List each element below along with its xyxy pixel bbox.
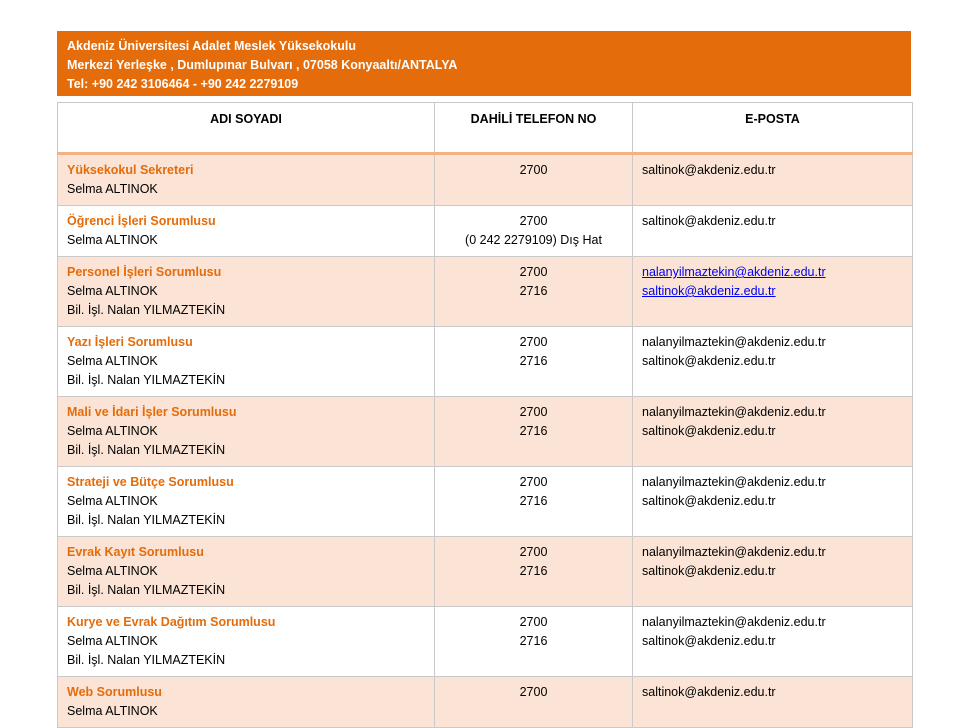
person-name: Selma ALTINOK	[67, 494, 158, 508]
role-title: Evrak Kayıt Sorumlusu	[67, 545, 204, 559]
table-row	[58, 537, 913, 607]
role-title: Kurye ve Evrak Dağıtım Sorumlusu	[67, 615, 276, 629]
phone-extension: 2700	[519, 214, 548, 228]
phone-cell	[435, 206, 633, 257]
person-name: Bil. İşl. Nalan YILMAZTEKİN	[67, 373, 226, 387]
role-cell	[58, 607, 435, 677]
email-cell	[633, 397, 913, 467]
email-address: saltinok@akdeniz.edu.tr	[642, 424, 776, 438]
email-address: saltinok@akdeniz.edu.tr	[642, 685, 776, 699]
table-row	[58, 397, 913, 467]
table-row	[58, 327, 913, 397]
role-title: Strateji ve Bütçe Sorumlusu	[67, 475, 234, 489]
role-title: Yazı İşleri Sorumlusu	[67, 335, 193, 349]
role-cell	[58, 537, 435, 607]
person-name: Selma ALTINOK	[67, 424, 158, 438]
institution-phone: Tel: +90 242 3106464 - +90 242 2279109	[67, 77, 299, 91]
table-row	[58, 206, 913, 257]
role-cell	[58, 154, 435, 206]
person-name: Bil. İşl. Nalan YILMAZTEKİN	[67, 513, 226, 527]
phone-extension: 2700	[519, 545, 548, 559]
role-cell	[58, 257, 435, 327]
phone-extension: 2700	[519, 615, 548, 629]
column-header-phone: DAHİLİ TELEFON NO	[435, 103, 633, 154]
phone-extension: 2716	[519, 564, 548, 578]
phone-extension: 2716	[519, 494, 548, 508]
column-header-email: E-POSTA	[633, 103, 913, 154]
phone-extension: 2700	[519, 335, 548, 349]
email-cell	[633, 537, 913, 607]
email-address: nalanyilmaztekin@akdeniz.edu.tr	[642, 405, 826, 419]
institution-header	[57, 31, 911, 96]
phone-extension: 2716	[519, 354, 548, 368]
phone-cell	[435, 467, 633, 537]
role-title: Öğrenci İşleri Sorumlusu	[67, 214, 216, 228]
email-address: nalanyilmaztekin@akdeniz.edu.tr	[642, 545, 826, 559]
contacts-table	[57, 102, 913, 728]
table-row	[58, 257, 913, 327]
phone-cell	[435, 154, 633, 206]
email-cell	[633, 607, 913, 677]
role-title: Personel İşleri Sorumlusu	[67, 265, 222, 279]
phone-cell	[435, 537, 633, 607]
email-cell	[633, 257, 913, 327]
phone-extension: 2716	[519, 284, 548, 298]
table-row	[58, 467, 913, 537]
email-address: nalanyilmaztekin@akdeniz.edu.tr	[642, 615, 826, 629]
role-title: Mali ve İdari İşler Sorumlusu	[67, 405, 237, 419]
email-cell	[633, 206, 913, 257]
email-address: nalanyilmaztekin@akdeniz.edu.tr	[642, 335, 826, 349]
person-name: Bil. İşl. Nalan YILMAZTEKİN	[67, 583, 226, 597]
phone-extension: 2716	[519, 424, 548, 438]
email-address: saltinok@akdeniz.edu.tr	[642, 564, 776, 578]
table-header-row	[58, 103, 913, 154]
table-row	[58, 607, 913, 677]
email-cell	[633, 154, 913, 206]
person-name: Selma ALTINOK	[67, 182, 158, 196]
table-row	[58, 154, 913, 206]
column-header-name: ADI SOYADI	[58, 103, 435, 154]
phone-extension: 2716	[519, 634, 548, 648]
email-address: nalanyilmaztekin@akdeniz.edu.tr	[642, 475, 826, 489]
person-name: Bil. İşl. Nalan YILMAZTEKİN	[67, 303, 226, 317]
email-cell	[633, 467, 913, 537]
phone-extension: 2700	[519, 685, 548, 699]
email-address: saltinok@akdeniz.edu.tr	[642, 354, 776, 368]
person-name: Selma ALTINOK	[67, 704, 158, 718]
role-title: Web Sorumlusu	[67, 685, 162, 699]
phone-cell	[435, 257, 633, 327]
email-address: saltinok@akdeniz.edu.tr	[642, 163, 776, 177]
institution-name: Akdeniz Üniversitesi Adalet Meslek Yüksekokulu	[67, 39, 357, 53]
person-name: Selma ALTINOK	[67, 354, 158, 368]
role-cell	[58, 397, 435, 467]
email-address: saltinok@akdeniz.edu.tr	[642, 494, 776, 508]
phone-cell	[435, 327, 633, 397]
phone-extension: 2700	[519, 163, 548, 177]
institution-address: Merkezi Yerleşke , Dumlupınar Bulvarı , 07058 Konyaaltı/ANTALYA	[67, 58, 458, 72]
person-name: Bil. İşl. Nalan YILMAZTEKİN	[67, 653, 226, 667]
role-title: Yüksekokul Sekreteri	[67, 163, 194, 177]
email-link[interactable]: saltinok@akdeniz.edu.tr	[642, 284, 776, 298]
email-link[interactable]: nalanyilmaztekin@akdeniz.edu.tr	[642, 265, 826, 279]
email-address: saltinok@akdeniz.edu.tr	[642, 214, 776, 228]
phone-extension: 2700	[519, 405, 548, 419]
person-name: Bil. İşl. Nalan YILMAZTEKİN	[67, 443, 226, 457]
person-name: Selma ALTINOK	[67, 564, 158, 578]
role-cell	[58, 327, 435, 397]
email-address: saltinok@akdeniz.edu.tr	[642, 634, 776, 648]
email-cell	[633, 327, 913, 397]
external-phone: (0 242 2279109) Dış Hat	[465, 233, 602, 247]
phone-cell	[435, 607, 633, 677]
person-name: Selma ALTINOK	[67, 634, 158, 648]
phone-cell	[435, 397, 633, 467]
person-name: Selma ALTINOK	[67, 233, 158, 247]
phone-extension: 2700	[519, 265, 548, 279]
role-cell	[58, 467, 435, 537]
person-name: Selma ALTINOK	[67, 284, 158, 298]
role-cell	[58, 206, 435, 257]
phone-extension: 2700	[519, 475, 548, 489]
